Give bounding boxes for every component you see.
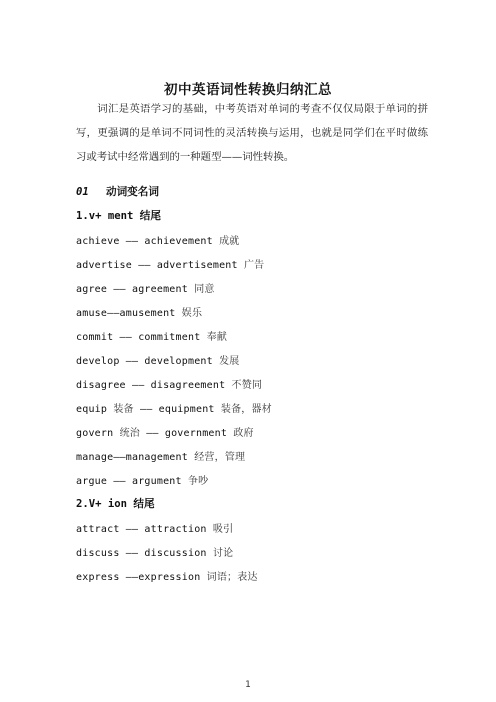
entry-english: argue —— argument [76,476,182,487]
entry-english: develop —— development [76,356,213,367]
entry-chinese: 统治 [119,428,140,439]
entry-chinese: 吸引 [212,524,234,535]
intro-text: 词汇是英语学习的基础，中考英语对单词的考查不仅仅局限于单词的拼写，更强调的是单词不同词性的灵活转换与运用，也就是同学们在平时做练习或考试中经常遇到的一种题型——词性转换。 [76,103,428,163]
section-heading [76,184,159,199]
word-entry [76,232,240,247]
entry-english-derived: —— equipment [139,404,215,415]
word-entry [76,520,233,535]
word-entry [76,280,215,295]
entry-chinese: 经营，管理 [194,452,246,463]
entry-chinese: 广告 [243,260,265,271]
section-label: 动词变名词 [106,186,159,198]
group-heading: 2.V+ ion 结尾 [76,498,155,510]
section-number: 01 [76,186,89,198]
word-entry [76,328,227,343]
entry-chinese: 娱乐 [181,308,203,319]
entry-english: express ——expression [76,572,201,583]
entry-english-derived: —— government [146,428,228,439]
entry-english: equip [76,404,108,415]
entry-chinese: 装备 [113,404,134,415]
word-entry [76,256,264,271]
intro-paragraph [76,97,428,169]
entry-english: disagree —— disagreement [76,380,226,391]
word-entry [76,352,240,367]
entry-english: agree —— agreement [76,284,188,295]
page-number: 1 [245,680,251,690]
group-heading: 1.v+ ment 结尾 [76,210,161,222]
word-entry [76,544,233,559]
entry-chinese: 奉献 [206,332,228,343]
entry-english: amuse——amusement [76,308,176,319]
entry-chinese: 讨论 [212,548,234,559]
entry-english: commit —— commitment [76,332,201,343]
word-entry [76,472,208,487]
entry-chinese: 同意 [194,284,215,295]
entry-english: achieve —— achievement [76,236,213,247]
word-entry [76,304,202,319]
entry-chinese: 词语；表达 [206,572,258,583]
word-entry [76,568,258,583]
entry-chinese: 争吵 [187,476,209,487]
entry-chinese-derived: 政府 [233,428,254,439]
entry-chinese: 发展 [219,356,240,367]
entry-english: attract —— attraction [76,524,207,535]
entry-english: discuss —— discussion [76,548,207,559]
entry-english: manage——management [76,452,188,463]
word-entry [76,376,262,391]
word-entry [76,400,272,415]
entry-chinese: 成就 [219,236,240,247]
entry-english: govern [76,428,114,439]
entry-english: advertise —— advertisement [76,260,238,271]
document-title: 初中英语词性转换归纳汇总 [164,82,332,98]
entry-chinese-derived: 装备，器材 [220,404,272,415]
entry-chinese: 不赞同 [231,380,263,391]
word-entry [76,448,245,463]
word-entry [76,424,254,439]
